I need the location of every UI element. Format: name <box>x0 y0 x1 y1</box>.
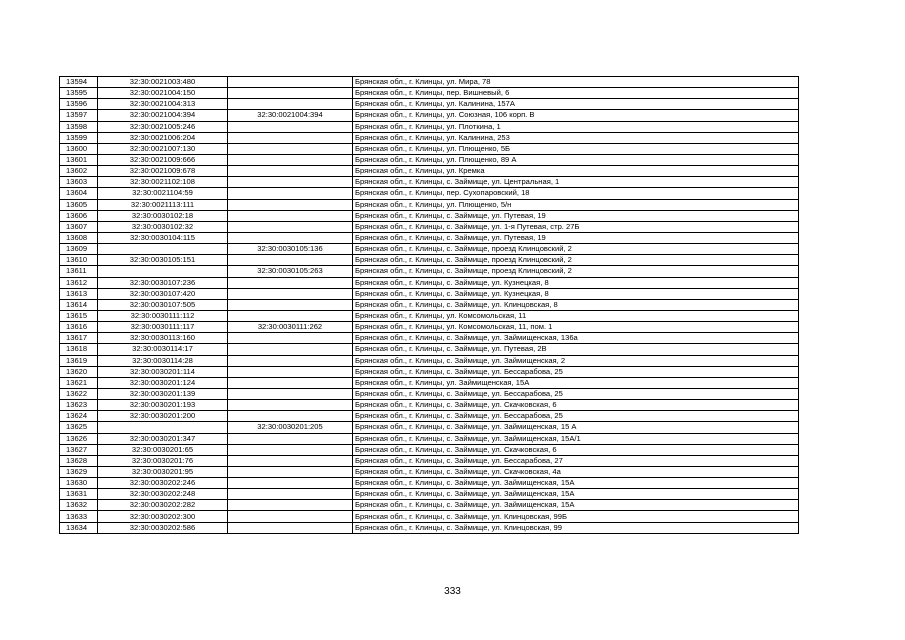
row-number-cell: 13625 <box>60 422 98 433</box>
address-cell: Брянская обл., г. Клинцы, с. Займище, ул. Скачковская, 6 <box>353 444 799 455</box>
cadastral-number-cell: 32:30:0021007:130 <box>98 143 228 154</box>
cadastral-number-cell: 32:30:0030202:282 <box>98 500 228 511</box>
row-number-cell: 13624 <box>60 411 98 422</box>
cadastral-number-cell: 32:30:0030201:114 <box>98 366 228 377</box>
cadastral-number-cell: 32:30:0030201:95 <box>98 466 228 477</box>
table-row <box>60 199 799 210</box>
row-number-cell: 13610 <box>60 255 98 266</box>
table-row <box>60 121 799 132</box>
related-cadastral-number-cell <box>228 221 353 232</box>
table-row <box>60 411 799 422</box>
row-number-cell: 13595 <box>60 88 98 99</box>
row-number-cell: 13631 <box>60 489 98 500</box>
related-cadastral-number-cell <box>228 177 353 188</box>
table-row <box>60 344 799 355</box>
related-cadastral-number-cell <box>228 132 353 143</box>
cadastral-number-cell <box>98 244 228 255</box>
address-cell: Брянская обл., г. Клинцы, пер. Вишневый, 6 <box>353 88 799 99</box>
related-cadastral-number-cell: 32:30:0030111:262 <box>228 322 353 333</box>
table-row <box>60 132 799 143</box>
address-cell: Брянская обл., г. Клинцы, ул. Союзная, 106 корп. В <box>353 110 799 121</box>
address-cell: Брянская обл., г. Клинцы, с. Займище, ул. Займищенская, 2 <box>353 355 799 366</box>
address-cell: Брянская обл., г. Клинцы, с. Займище, ул. Займищенская, 15А <box>353 478 799 489</box>
address-cell: Брянская обл., г. Клинцы, с. Займище, ул. Бессарабова, 27 <box>353 455 799 466</box>
table-row <box>60 511 799 522</box>
cadastral-number-cell: 32:30:0021004:313 <box>98 99 228 110</box>
cadastral-number-cell: 32:30:0030201:139 <box>98 388 228 399</box>
cadastral-number-cell: 32:30:0030105:151 <box>98 255 228 266</box>
row-number-cell: 13627 <box>60 444 98 455</box>
cadastral-number-cell: 32:30:0021005:246 <box>98 121 228 132</box>
related-cadastral-number-cell <box>228 210 353 221</box>
row-number-cell: 13630 <box>60 478 98 489</box>
row-number-cell: 13603 <box>60 177 98 188</box>
row-number-cell: 13620 <box>60 366 98 377</box>
table-row <box>60 522 799 533</box>
cadastral-number-cell <box>98 266 228 277</box>
cadastral-number-cell: 32:30:0030201:76 <box>98 455 228 466</box>
address-cell: Брянская обл., г. Клинцы, пер. Сухопаровский, 18 <box>353 188 799 199</box>
cadastral-number-cell <box>98 422 228 433</box>
table-row <box>60 188 799 199</box>
address-cell: Брянская обл., г. Клинцы, с. Займище, ул. Клинцовская, 8 <box>353 299 799 310</box>
address-cell: Брянская обл., г. Клинцы, с. Займище, ул. Путевая, 2В <box>353 344 799 355</box>
related-cadastral-number-cell <box>228 522 353 533</box>
row-number-cell: 13594 <box>60 77 98 88</box>
table-row <box>60 88 799 99</box>
address-cell: Брянская обл., г. Клинцы, ул. Плющенко, 89 А <box>353 154 799 165</box>
row-number-cell: 13597 <box>60 110 98 121</box>
related-cadastral-number-cell <box>228 344 353 355</box>
table-row <box>60 366 799 377</box>
row-number-cell: 13621 <box>60 377 98 388</box>
related-cadastral-number-cell <box>228 255 353 266</box>
row-number-cell: 13602 <box>60 166 98 177</box>
table-row <box>60 310 799 321</box>
row-number-cell: 13614 <box>60 299 98 310</box>
related-cadastral-number-cell <box>228 511 353 522</box>
related-cadastral-number-cell: 32:30:0021004:394 <box>228 110 353 121</box>
cadastral-number-cell: 32:30:0021104:59 <box>98 188 228 199</box>
related-cadastral-number-cell <box>228 377 353 388</box>
table-row <box>60 210 799 221</box>
table-row <box>60 99 799 110</box>
cadastral-number-cell: 32:30:0030201:200 <box>98 411 228 422</box>
related-cadastral-number-cell <box>228 355 353 366</box>
address-cell: Брянская обл., г. Клинцы, с. Займище, проезд Клинцовский, 2 <box>353 244 799 255</box>
address-cell: Брянская обл., г. Клинцы, с. Займище, ул. Центральная, 1 <box>353 177 799 188</box>
cadastral-number-cell: 32:30:0021003:480 <box>98 77 228 88</box>
address-cell: Брянская обл., г. Клинцы, ул. Калинина, 253 <box>353 132 799 143</box>
address-cell: Брянская обл., г. Клинцы, с. Займище, ул. Скачковская, 4а <box>353 466 799 477</box>
cadastral-number-cell: 32:30:0030107:505 <box>98 299 228 310</box>
registry-table <box>59 76 799 534</box>
related-cadastral-number-cell: 32:30:0030105:263 <box>228 266 353 277</box>
table-row <box>60 154 799 165</box>
table-row <box>60 377 799 388</box>
table-row <box>60 277 799 288</box>
related-cadastral-number-cell <box>228 455 353 466</box>
row-number-cell: 13616 <box>60 322 98 333</box>
table-row <box>60 433 799 444</box>
table-row <box>60 355 799 366</box>
table-row <box>60 221 799 232</box>
related-cadastral-number-cell <box>228 77 353 88</box>
table-row <box>60 500 799 511</box>
table-row <box>60 333 799 344</box>
row-number-cell: 13609 <box>60 244 98 255</box>
address-cell: Брянская обл., г. Клинцы, ул. Плющенко, 5/н <box>353 199 799 210</box>
row-number-cell: 13626 <box>60 433 98 444</box>
related-cadastral-number-cell <box>228 366 353 377</box>
related-cadastral-number-cell: 32:30:0030201:205 <box>228 422 353 433</box>
cadastral-number-cell: 32:30:0030102:18 <box>98 210 228 221</box>
row-number-cell: 13633 <box>60 511 98 522</box>
row-number-cell: 13612 <box>60 277 98 288</box>
address-cell: Брянская обл., г. Клинцы, с. Займище, ул. Займищенская, 15А <box>353 489 799 500</box>
address-cell: Брянская обл., г. Клинцы, ул. Комсомольская, 11 <box>353 310 799 321</box>
related-cadastral-number-cell <box>228 478 353 489</box>
row-number-cell: 13601 <box>60 154 98 165</box>
related-cadastral-number-cell <box>228 199 353 210</box>
table-row <box>60 422 799 433</box>
address-cell: Брянская обл., г. Клинцы, с. Займище, ул. Бессарабова, 25 <box>353 388 799 399</box>
related-cadastral-number-cell <box>228 143 353 154</box>
related-cadastral-number-cell <box>228 333 353 344</box>
page-number: 333 <box>444 586 461 597</box>
address-cell: Брянская обл., г. Клинцы, ул. Плющенко, 5Б <box>353 143 799 154</box>
address-cell: Брянская обл., г. Клинцы, с. Займище, ул. Займищенская, 15А/1 <box>353 433 799 444</box>
row-number-cell: 13618 <box>60 344 98 355</box>
address-cell: Брянская обл., г. Клинцы, с. Займище, ул. Бессарабова, 25 <box>353 411 799 422</box>
related-cadastral-number-cell <box>228 466 353 477</box>
table-row <box>60 244 799 255</box>
cadastral-number-cell: 32:30:0030111:117 <box>98 322 228 333</box>
table-row <box>60 77 799 88</box>
row-number-cell: 13611 <box>60 266 98 277</box>
cadastral-number-cell: 32:30:0021006:204 <box>98 132 228 143</box>
related-cadastral-number-cell <box>228 288 353 299</box>
address-cell: Брянская обл., г. Клинцы, с. Займище, проезд Клинцовский, 2 <box>353 266 799 277</box>
table-row <box>60 177 799 188</box>
table-row <box>60 466 799 477</box>
address-cell: Брянская обл., г. Клинцы, ул. Мира, 78 <box>353 77 799 88</box>
table-row <box>60 255 799 266</box>
address-cell: Брянская обл., г. Клинцы, с. Займище, ул. Кузнецкая, 8 <box>353 277 799 288</box>
row-number-cell: 13599 <box>60 132 98 143</box>
related-cadastral-number-cell <box>228 166 353 177</box>
related-cadastral-number-cell <box>228 121 353 132</box>
related-cadastral-number-cell <box>228 232 353 243</box>
row-number-cell: 13623 <box>60 400 98 411</box>
row-number-cell: 13608 <box>60 232 98 243</box>
address-cell: Брянская обл., г. Клинцы, ул. Кремка <box>353 166 799 177</box>
row-number-cell: 13628 <box>60 455 98 466</box>
related-cadastral-number-cell <box>228 489 353 500</box>
row-number-cell: 13622 <box>60 388 98 399</box>
related-cadastral-number-cell <box>228 154 353 165</box>
related-cadastral-number-cell <box>228 99 353 110</box>
cadastral-number-cell: 32:30:0030107:420 <box>98 288 228 299</box>
cadastral-number-cell: 32:30:0030113:160 <box>98 333 228 344</box>
cadastral-number-cell: 32:30:0021009:678 <box>98 166 228 177</box>
table-row <box>60 322 799 333</box>
address-cell: Брянская обл., г. Клинцы, с. Займище, ул. Путевая, 19 <box>353 210 799 221</box>
address-cell: Брянская обл., г. Клинцы, с. Займище, ул. Займищенская, 136а <box>353 333 799 344</box>
address-cell: Брянская обл., г. Клинцы, с. Займище, проезд Клинцовский, 2 <box>353 255 799 266</box>
table-row <box>60 232 799 243</box>
row-number-cell: 13596 <box>60 99 98 110</box>
table-row <box>60 400 799 411</box>
table-row <box>60 455 799 466</box>
cadastral-number-cell: 32:30:0021004:394 <box>98 110 228 121</box>
table-row <box>60 110 799 121</box>
cadastral-number-cell: 32:30:0030201:193 <box>98 400 228 411</box>
cadastral-number-cell: 32:30:0030201:65 <box>98 444 228 455</box>
table-row <box>60 489 799 500</box>
table-row <box>60 478 799 489</box>
related-cadastral-number-cell <box>228 310 353 321</box>
related-cadastral-number-cell <box>228 400 353 411</box>
related-cadastral-number-cell <box>228 411 353 422</box>
table-row <box>60 166 799 177</box>
row-number-cell: 13600 <box>60 143 98 154</box>
address-cell: Брянская обл., г. Клинцы, с. Займище, ул. Скачковская, 6 <box>353 400 799 411</box>
cadastral-number-cell: 32:30:0030114:17 <box>98 344 228 355</box>
address-cell: Брянская обл., г. Клинцы, с. Займище, ул. Клинцовская, 99 <box>353 522 799 533</box>
cadastral-number-cell: 32:30:0030114:28 <box>98 355 228 366</box>
cadastral-number-cell: 32:30:0021004:150 <box>98 88 228 99</box>
row-number-cell: 13607 <box>60 221 98 232</box>
table-row <box>60 288 799 299</box>
table-row <box>60 266 799 277</box>
address-cell: Брянская обл., г. Клинцы, ул. Калинина, 157А <box>353 99 799 110</box>
row-number-cell: 13613 <box>60 288 98 299</box>
related-cadastral-number-cell <box>228 433 353 444</box>
address-cell: Брянская обл., г. Клинцы, ул. Займищенская, 15А <box>353 377 799 388</box>
table-row <box>60 444 799 455</box>
address-cell: Брянская обл., г. Клинцы, с. Займище, ул. Бессарабова, 25 <box>353 366 799 377</box>
row-number-cell: 13632 <box>60 500 98 511</box>
cadastral-number-cell: 32:30:0030104:115 <box>98 232 228 243</box>
cadastral-number-cell: 32:30:0021102:108 <box>98 177 228 188</box>
cadastral-number-cell: 32:30:0030102:32 <box>98 221 228 232</box>
row-number-cell: 13629 <box>60 466 98 477</box>
address-cell: Брянская обл., г. Клинцы, с. Займище, ул. Клинцовская, 99Б <box>353 511 799 522</box>
cadastral-number-cell: 32:30:0021009:666 <box>98 154 228 165</box>
cadastral-number-cell: 32:30:0030201:124 <box>98 377 228 388</box>
row-number-cell: 13604 <box>60 188 98 199</box>
related-cadastral-number-cell <box>228 188 353 199</box>
row-number-cell: 13617 <box>60 333 98 344</box>
related-cadastral-number-cell <box>228 277 353 288</box>
address-cell: Брянская обл., г. Клинцы, ул. Плоткина, 1 <box>353 121 799 132</box>
table-row <box>60 143 799 154</box>
row-number-cell: 13606 <box>60 210 98 221</box>
related-cadastral-number-cell: 32:30:0030105:136 <box>228 244 353 255</box>
cadastral-number-cell: 32:30:0030202:246 <box>98 478 228 489</box>
table-row <box>60 388 799 399</box>
address-cell: Брянская обл., г. Клинцы, с. Займище, ул. 1-я Путевая, стр. 27Б <box>353 221 799 232</box>
cadastral-number-cell: 32:30:0030201:347 <box>98 433 228 444</box>
row-number-cell: 13619 <box>60 355 98 366</box>
related-cadastral-number-cell <box>228 500 353 511</box>
cadastral-number-cell: 32:30:0030111:112 <box>98 310 228 321</box>
related-cadastral-number-cell <box>228 88 353 99</box>
row-number-cell: 13598 <box>60 121 98 132</box>
cadastral-number-cell: 32:30:0021113:111 <box>98 199 228 210</box>
row-number-cell: 13634 <box>60 522 98 533</box>
cadastral-number-cell: 32:30:0030107:236 <box>98 277 228 288</box>
cadastral-number-cell: 32:30:0030202:248 <box>98 489 228 500</box>
address-cell: Брянская обл., г. Клинцы, с. Займище, ул. Займищенская, 15А <box>353 500 799 511</box>
cadastral-number-cell: 32:30:0030202:586 <box>98 522 228 533</box>
row-number-cell: 13615 <box>60 310 98 321</box>
row-number-cell: 13605 <box>60 199 98 210</box>
registry-table-body <box>60 77 799 534</box>
address-cell: Брянская обл., г. Клинцы, с. Займище, ул. Путевая, 19 <box>353 232 799 243</box>
address-cell: Брянская обл., г. Клинцы, с. Займище, ул. Кузнецкая, 8 <box>353 288 799 299</box>
related-cadastral-number-cell <box>228 388 353 399</box>
related-cadastral-number-cell <box>228 444 353 455</box>
cadastral-number-cell: 32:30:0030202:300 <box>98 511 228 522</box>
table-row <box>60 299 799 310</box>
address-cell: Брянская обл., г. Клинцы, с. Займище, ул. Займищенская, 15 А <box>353 422 799 433</box>
address-cell: Брянская обл., г. Клинцы, ул. Комсомольская, 11, пом. 1 <box>353 322 799 333</box>
related-cadastral-number-cell <box>228 299 353 310</box>
